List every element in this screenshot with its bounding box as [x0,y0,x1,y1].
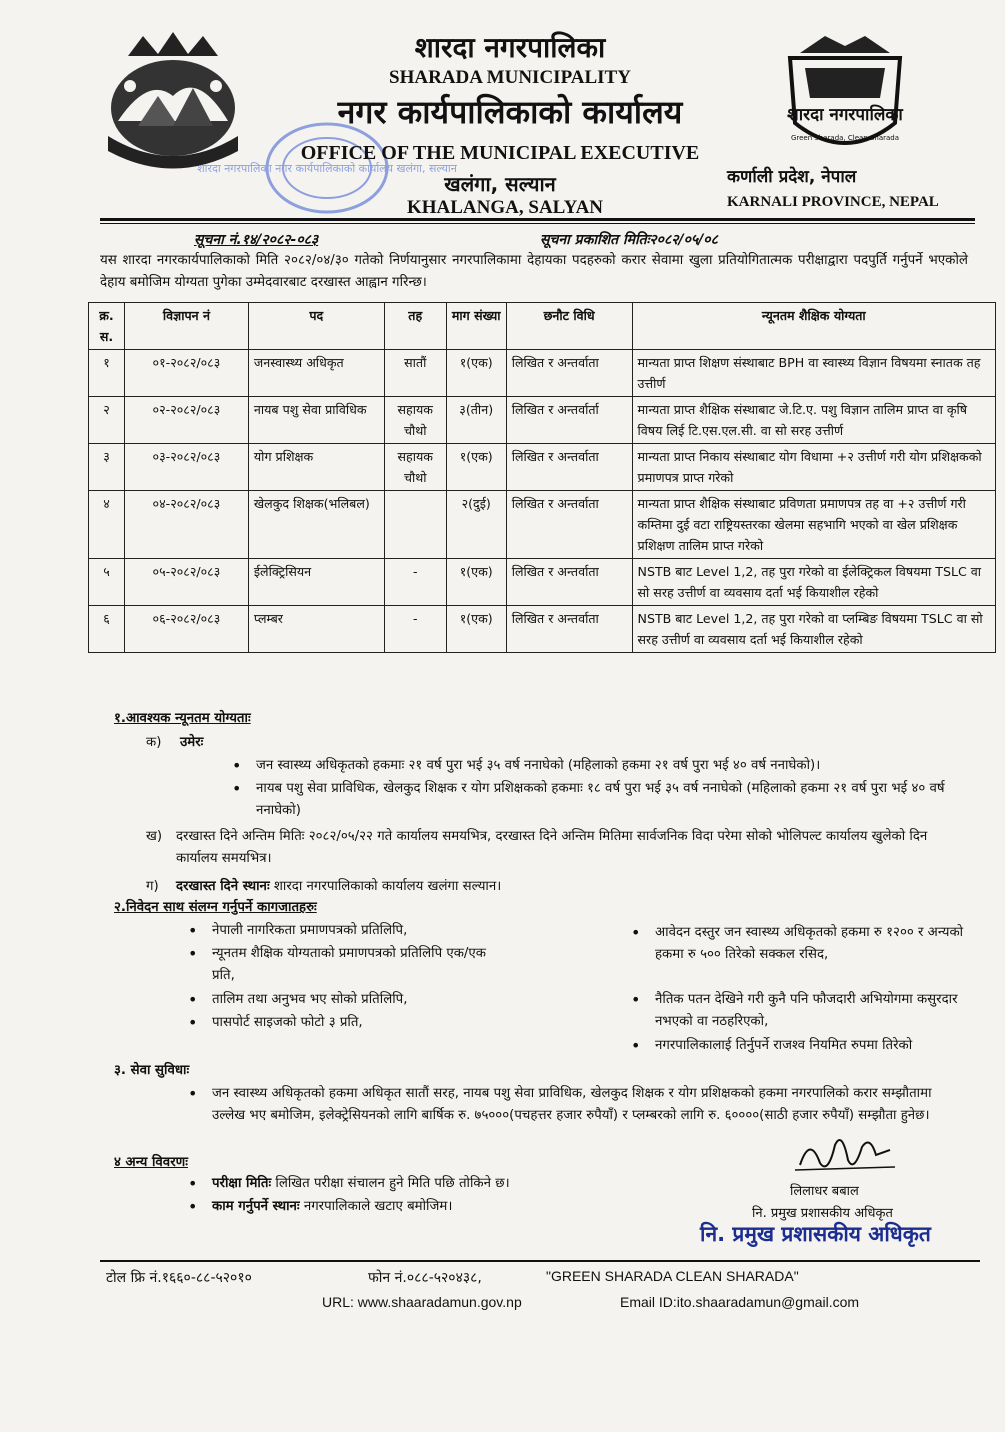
col-level: तह [384,303,446,350]
cell-demand: २(दुई) [446,491,506,559]
intro-paragraph: यस शारदा नगरकार्यपालिकाको मिति २०८२/०४/३० गतेको निर्णयानुसार नगरपालिकामा देहायका पदहरुको करार सेवामा खुला प्रतियोगितात्मक परीक्षाद्वारा पदपुर्ति गर्नुपर्ने भएकोले देहाय बमोजिम योग्यता पुगेका उम्मेदवारबाट दरखास्त आह्वान गरिन्छ। [100,253,968,290]
seal-text: शारदा नगरपालिका [787,105,903,125]
publish-date: सूचना प्रकाशित मितिः२०८२/०५/०८ [540,232,718,248]
province-en: KARNALI PROVINCE, NEPAL [727,194,939,210]
cell-ad-no: ०१-२०८२/०८३ [124,350,248,397]
signatory-name: लिलाधर बबाल [790,1184,859,1199]
slogan: "GREEN SHARADA CLEAN SHARADA" [546,1268,799,1284]
cell-qualification: मान्यता प्राप्त शैक्षिक संस्थाबाट जे.टि.ए. पशु विज्ञान तालिम प्राप्त वा कृषि विषय लिई टि.एस.एल.सी. वा सो सरह उत्तीर्ण [632,397,995,444]
cell-level: - [384,559,446,606]
cell-method: लिखित र अन्तर्वाता [506,444,632,491]
signatory-post: नि. प्रमुख प्रशासकीय अधिकृत [752,1206,893,1221]
document-item: • नगरपालिकालाई तिर्नुपर्ने राजश्व नियमित रुपमा तिरेको [655,1035,967,1057]
cell-serial: १ [89,350,125,397]
province-np: कर्णाली प्रदेश, नेपाल [727,167,857,187]
cell-level: - [384,606,446,653]
table-header-row [89,303,996,350]
cell-qualification: NSTB बाट Level 1,2, तह पुरा गरेको वा प्लम्बिङ विषयमा TSLC वा सो सरह उत्तीर्ण वा व्यवसाय दर्ता भई कियाशील रहेको [632,606,995,653]
office-np: नगर कार्यपालिकाको कार्यालय [337,93,683,131]
cell-serial: ६ [89,606,125,653]
header-rule-thin [100,223,975,224]
work-place [212,1196,712,1218]
service-benefits: • जन स्वास्थ्य अधिकृतको हकमा अधिकृत सातौं सरह, नायब पशु सेवा प्राविधिक, खेलकुद शिक्षक र योग प्रशिक्षकको हकमा नगरपालिको करार सम्झौतामा उल्लेख भए बमोजिम, इलेक्ट्रेसियनको लागि बार्षिक रु. ७५०००(पचहत्तर हजार रुपैयाँ) र प्लम्बरको लागि रु. ६००००(साठी हजार रुपैयाँ) सम्झौता हुनेछ। [212,1083,968,1127]
col-method: छनौट विधि [506,303,632,350]
exam-date-title: परीक्षा मितिः [212,1176,272,1191]
nepal-emblem-icon [88,26,258,176]
table-row [89,559,996,606]
cell-ad-no: ०२-२०८२/०८३ [124,397,248,444]
cell-level [384,491,446,559]
section1-b-label: ख) [146,829,163,844]
cell-method: लिखित र अन्तर्वाता [506,350,632,397]
phone-number: फोन नं.०८८-५२०४३८, [368,1270,482,1286]
cell-level: सहायक चौथो [384,397,446,444]
cell-qualification: मान्यता प्राप्त निकाय संस्थाबाट योग विधामा +२ उत्तीर्ण गरी योग प्रशिक्षकको प्रमाणपत्र प्राप्त गरेको [632,444,995,491]
title-np: शारदा नगरपालिका [414,31,606,64]
table-row [89,444,996,491]
email-address[interactable]: Email ID:ito.shaaradamun@gmail.com [620,1294,860,1310]
col-demand: माग संख्या [446,303,506,350]
application-place-title: दरखास्त दिने स्थानः [176,879,270,894]
col-post: पद [248,303,384,350]
place-en: KHALANGA, SALYAN [406,197,604,218]
table-row [89,397,996,444]
document-item: • पासपोर्ट साइजको फोटो ३ प्रति, [212,1012,512,1034]
exam-date [212,1173,712,1195]
cell-serial: ४ [89,491,125,559]
cell-serial: ५ [89,559,125,606]
vacancy-table [88,302,996,653]
table-row [89,350,996,397]
document-item: • आवेदन दस्तुर जन स्वास्थ्य अधिकृतको हकमा रु १२०० र अन्यको हकमा रु ५०० तिरेको सक्कल रसिद, [655,922,967,966]
cell-qualification: NSTB बाट Level 1,2, तह पुरा गरेको वा ईलेक्ट्रिकल विषयमा TSLC वा सो सरह उत्तीर्ण वा व्यवसाय दर्ता भई कियाशील रहेको [632,559,995,606]
document-item: • न्यूनतम शैक्षिक योग्यताको प्रमाणपत्रको प्रतिलिपि एक/एक प्रति, [212,943,512,987]
cell-demand: ३(तीन) [446,397,506,444]
footer-rule [100,1260,980,1262]
cell-post: खेलकुद शिक्षक(भलिबल) [248,491,384,559]
section1-a-title: उमेरः [180,735,204,750]
seal-motto: Green Sharada, Clean Sharada [790,134,900,142]
document-item: • नैतिक पतन देखिने गरी कुनै पनि फौजदारी अभियोगमा कसुरदार नभएको वा नठहरिएको, [655,989,967,1033]
cell-qualification: मान्यता प्राप्त शैक्षिक संस्थाबाट प्रविणता प्रमाणपत्र तह वा +२ उत्तीर्ण गरी कम्तिमा दुई वटा राष्ट्रियस्तरका खेलमा सहभागि भएको वा खेल प्रशिक्षक प्रशिक्षण तालिम प्राप्त गरेको [632,491,995,559]
application-place [176,876,966,898]
col-qualification: न्यूनतम शैक्षिक योग्यता [632,303,995,350]
cell-method: लिखित र अन्तर्वाता [506,491,632,559]
cell-method: लिखित र अन्तर्वाता [506,606,632,653]
tollfree-number: टोल फ्रि नं.१६६०-८८-५२०१० [106,1270,252,1286]
work-place-text: नगरपालिकाले खटाए बमोजिम। [303,1199,453,1214]
cell-post: प्लम्बर [248,606,384,653]
cell-ad-no: ०६-२०८२/०८३ [124,606,248,653]
website-url[interactable]: URL: www.shaaradamun.gov.np [322,1294,522,1310]
signatory-stamp: नि. प्रमुख प्रशासकीय अधिकृत [700,1222,931,1246]
cell-method: लिखित र अन्तर्वार्ता [506,397,632,444]
office-en: OFFICE OF THE MUNICIPAL EXECUTIVE [300,142,700,164]
signature-icon [790,1125,900,1180]
section1-heading: १.आवश्यक न्यूनतम योग्यताः [114,711,251,726]
cell-post: नायब पशु सेवा प्राविधिक [248,397,384,444]
cell-level: सातौं [384,350,446,397]
cell-serial: २ [89,397,125,444]
cell-ad-no: ०३-२०८२/०८३ [124,444,248,491]
cell-serial: ३ [89,444,125,491]
table-row [89,606,996,653]
exam-date-text: लिखित परीक्षा संचालन हुने मिति पछि तोकिने छ। [275,1176,510,1191]
work-place-title: काम गर्नुपर्ने स्थानः [212,1199,300,1214]
col-serial: क्र. स. [89,303,125,350]
office-stamp-icon [197,118,457,218]
section3-heading: ३. सेवा सुविधाः [114,1063,190,1078]
deadline-text: दरखास्त दिने अन्तिम मितिः २०८२/०५/२२ गते कार्यालय समयभित्र, दरखास्त दिने अन्तिम मितिमा सार्वजनिक विदा परेमा सोको भोलिपल्ट कार्यालय खुलेको दिन कार्यालय समयभित्र। [176,829,928,866]
cell-qualification: मान्यता प्राप्त शिक्षण संस्थाबाट BPH वा स्वास्थ्य विज्ञान विषयमा स्नातक तह उत्तीर्ण [632,350,995,397]
document-item: • तालिम तथा अनुभव भए सोको प्रतिलिपि, [212,989,512,1011]
age-requirement-2: • नायब पशु सेवा प्राविधिक, खेलकुद शिक्षक र योग प्रशिक्षकको हकमाः १८ वर्ष पुरा भई ३५ वर्ष ननाघेको (महिलाको हकमा २१ वर्ष पुरा भई ४० वर्ष ननाघेको) [256,778,968,822]
header-rule [100,218,975,221]
cell-post: ईलेक्ट्रिसियन [248,559,384,606]
col-ad-no: विज्ञापन नं [124,303,248,350]
cell-demand: १(एक) [446,606,506,653]
municipality-seal-icon [770,28,920,163]
application-place-text: शारदा नगरपालिकाको कार्यालय खलंगा सल्यान। [273,879,502,894]
cell-ad-no: ०४-२०८२/०८३ [124,491,248,559]
table-row [89,491,996,559]
section1-c-label: ग) [146,879,159,894]
document-item: • नेपाली नागरिकता प्रमाणपत्रको प्रतिलिपि, [212,920,512,942]
cell-method: लिखित र अन्तर्वाता [506,559,632,606]
cell-post: जनस्वास्थ्य अधिकृत [248,350,384,397]
cell-level: सहायक चौथो [384,444,446,491]
section1-a-label: क) [146,735,162,750]
cell-demand: १(एक) [446,559,506,606]
title-en: SHARADA MUNICIPALITY [389,67,631,88]
cell-ad-no: ०५-२०८२/०८३ [124,559,248,606]
cell-demand: १(एक) [446,444,506,491]
section4-heading: ४ अन्य विवरणः [114,1155,188,1170]
section2-heading: २.निवेदन साथ संलग्न गर्नुपर्ने कागजातहरुः [114,900,317,915]
place-np: खलंगा, सल्यान [444,172,556,196]
notice-number: सूचना नं.१४/२०८२-०८३ [194,232,319,248]
stamp-text: शारदा नगरपालिका नगर कार्यपालिकाको कार्यालय खलंगा, सल्यान [197,162,457,175]
cell-post: योग प्रशिक्षक [248,444,384,491]
cell-demand: १(एक) [446,350,506,397]
age-requirement-1: • जन स्वास्थ्य अधिकृतको हकमाः २१ वर्ष पुरा भई ३५ वर्ष ननाघेको (महिलाको हकमा २१ वर्ष पुरा भई ४० वर्ष ननाघेको)। [256,755,968,777]
